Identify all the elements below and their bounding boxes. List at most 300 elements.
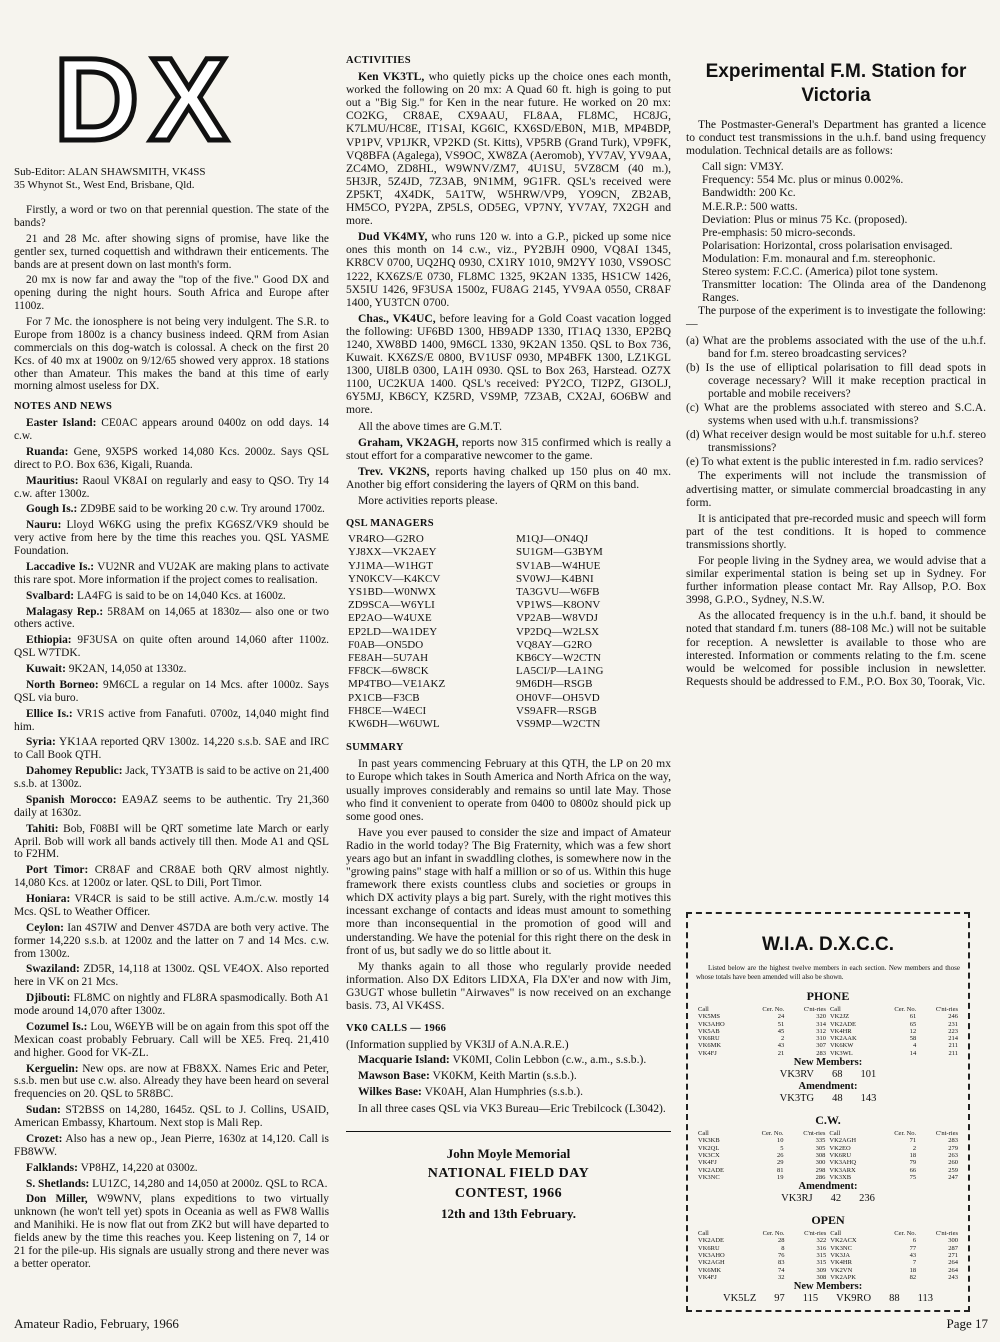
table-row	[696, 1245, 960, 1252]
note-item	[14, 503, 329, 516]
note-item-lead: Crozet:	[26, 1132, 63, 1145]
dxcc-table-cw	[696, 1130, 960, 1181]
qsl-entry: VR4RO—G2RO	[348, 533, 424, 546]
notes-list	[14, 417, 329, 1271]
column-header: C'nt-ries	[935, 1006, 958, 1013]
note-item-text: Jack, TY3ATB is said to be active on 21,400 s.s.b. at 1300z.	[14, 765, 329, 790]
table-cell: VK3XB	[829, 1173, 852, 1181]
table-cell: 76	[777, 1252, 785, 1260]
dxcc-section-title: PHONE	[806, 989, 850, 1003]
table-cell: VK3JA	[830, 1252, 851, 1260]
note-item	[14, 736, 329, 762]
dxcc-entry-value: VK3RV	[779, 1069, 814, 1081]
table-cell: 286	[815, 1173, 826, 1181]
contest-line: CONTEST, 1966	[454, 1185, 563, 1201]
table-cell: 214	[948, 1035, 958, 1043]
column-header: C'nt-ries	[804, 1230, 827, 1238]
table-cell: 2	[912, 1144, 917, 1152]
dxcc-section-title: OPEN	[811, 1213, 845, 1228]
table-cell: 8	[781, 1244, 785, 1252]
note-item	[14, 663, 329, 676]
note-item-lead: Falklands:	[26, 1161, 78, 1174]
table-cell: VK4FJ	[698, 1049, 717, 1057]
dxcc-intro: Listed below are the highest twelve members in each section. New members and those whose totals have been amended will also be shown.	[696, 964, 960, 981]
table-cell: VK2AAK	[829, 1035, 857, 1043]
table-row	[696, 1167, 960, 1174]
qsl-entry: 9M6DH—RSGB	[516, 678, 593, 691]
column-header: Cer. No.	[894, 1230, 917, 1238]
qsl-entry: FH8CE—W4ECI	[348, 704, 427, 717]
fm-article-title: Experimental F.M. Station for Victoria	[705, 61, 967, 106]
table-cell: VK2ADE	[698, 1166, 724, 1174]
fm-questions-list	[686, 334, 986, 469]
column-header: Cer. No.	[894, 1130, 917, 1138]
activity-item-lead: Ken VK3TL,	[358, 70, 425, 84]
activity-item	[346, 312, 671, 417]
table-cell: 2	[781, 1035, 785, 1043]
qsl-entry: EP2AO—W4UXE	[348, 612, 432, 625]
intro-paragraph: Firstly, a word or two on that perennial question. The state of the bands?	[14, 204, 329, 229]
dxcc-entry-value: 101	[860, 1069, 877, 1081]
table-header-row	[696, 1130, 960, 1137]
note-item-text: ZD9BE said to be working 20 c.w. Try around 1700z.	[80, 503, 325, 516]
note-item-text: Bob, F08BI will be QRT sometime late March or early April. Bob will work all bands actively till then. Mode A1 and QSL to F2HM.	[14, 822, 329, 861]
vk0-item-lead: Macquarie Island:	[358, 1053, 450, 1067]
footer-page-number: Page 17	[946, 1316, 988, 1331]
qsl-entry: YJ1MA—W1HGT	[348, 559, 433, 572]
table-cell: 308	[816, 1273, 827, 1281]
intro-paragraph: 21 and 28 Mc. after showing signs of promise, have like the gentler sex, turned coquettish and withdrawn their enticements. The bands are at present down on last month's form.	[14, 232, 329, 271]
note-item	[14, 519, 329, 558]
sub-editor-credit	[14, 166, 329, 192]
vk0-item-text: VK0KM, Keith Martin (s.s.b.).	[432, 1069, 577, 1083]
table-cell: 71	[909, 1137, 917, 1145]
qsl-entry: OH0VF—OH5VD	[516, 691, 600, 704]
column-header: Call	[830, 1230, 842, 1238]
table-cell: 28	[777, 1237, 785, 1245]
fm-spec-item: Modulation: F.m. monaural and f.m. stereophonic.	[702, 251, 936, 265]
activity-item	[346, 436, 671, 462]
vk0-item	[346, 1085, 671, 1098]
table-cell: 26	[777, 1151, 784, 1159]
table-cell: 61	[909, 1013, 917, 1021]
qsl-entry: PX1CB—F3CB	[348, 691, 420, 704]
note-item	[14, 1021, 329, 1060]
note-item-lead: Cozumel Is.:	[26, 1020, 88, 1033]
table-cell: 263	[948, 1151, 958, 1159]
table-cell: 259	[948, 1166, 958, 1174]
table-header-row	[696, 1230, 960, 1237]
dxcc-entry-value: 113	[917, 1293, 933, 1305]
vk0-item-text: VK0AH, Alan Humphries (s.s.b.).	[424, 1085, 584, 1099]
table-header-row	[696, 1006, 960, 1013]
note-item-text: New ops. are now at FB8XX. Names Eric and Peter, s.s.b. men but use c.w. also. Already they have been heard on several frequencies on 20. QSL to 5R8BC.	[14, 1062, 329, 1101]
table-cell: 314	[816, 1020, 826, 1028]
note-item-lead: North Borneo:	[26, 678, 99, 691]
table-cell: 18	[909, 1266, 917, 1274]
dxcc-new-members	[696, 1281, 960, 1305]
vk0-item-lead: Wilkes Base:	[358, 1085, 422, 1099]
table-cell: VK3CX	[698, 1151, 720, 1159]
table-cell: 309	[816, 1266, 827, 1274]
table-row	[696, 1042, 960, 1049]
note-item-lead: S. Shetlands:	[26, 1177, 90, 1190]
table-cell: VK2JZ	[829, 1013, 850, 1021]
note-item-lead: Laccadive Is.:	[26, 560, 95, 573]
activity-item	[346, 465, 671, 491]
qsl-entry: VS9AFR—RSGB	[516, 704, 597, 717]
table-cell: 264	[948, 1266, 958, 1274]
table-cell: VK6RU	[698, 1244, 720, 1252]
note-item-lead: Kerguelin:	[26, 1062, 79, 1075]
vk0-item	[346, 1069, 671, 1082]
table-cell: 45	[777, 1027, 785, 1035]
column-header: Cer. No.	[761, 1130, 784, 1138]
note-item-text: VR1S active from Fanafuti. 0700z, 14,040 might find him.	[14, 707, 329, 733]
table-cell: VK6MK	[698, 1042, 722, 1050]
table-cell: 316	[816, 1244, 827, 1252]
table-cell: VK2APK	[830, 1273, 856, 1281]
activity-item-text: who runs 120 w. into a G.P., picked up some nice ones this month on 14 c.w., viz., PY2BJH 0900, VQ8AI 1345, KR8CV 0700, UQ2HQ 0930, CX1RY 1010, 9M2YY 1030, VS9OSC 1222, KX6ZS/E 0730, FL8MC 1325, 9K2AN 1335, HS1CW 1426, 5X5IU 1426, 9F3USA 1500z, FU8AG 2145, YV9AA 0550, CR8AF 1400, YU3TCN 0700.	[346, 230, 671, 309]
note-item-lead: Tahiti:	[26, 822, 59, 835]
note-item-text: Lou, W6EYB will be on again from this spot off the Mexican coast probably February. Call will be XE5. Freq. 21,410 and higher. Good for VK-ZL.	[14, 1020, 330, 1059]
qsl-entry: LA5CI/P—LA1NG	[516, 665, 604, 678]
fm-question-item: (d) What receiver design would be most suitable for u.h.f. stereo transmissions?	[686, 428, 986, 455]
dxcc-entry-value: VK3RJ	[781, 1193, 813, 1205]
note-item-lead: Ruanda:	[26, 445, 69, 458]
table-cell: 51	[777, 1020, 785, 1028]
table-cell: 307	[816, 1042, 826, 1050]
table-cell: VK3NC	[830, 1244, 852, 1252]
column-header: C'nt-ries	[803, 1130, 826, 1138]
note-item	[14, 1193, 329, 1270]
column-header: Call	[829, 1130, 841, 1138]
note-item-text: 5R8AM on 14,065 at 1830z— also one or two others active.	[14, 605, 329, 631]
qsl-entry: F0AB—ON5DO	[348, 638, 424, 651]
vk0-item-lead: Mawson Base:	[358, 1069, 430, 1083]
summary-heading: SUMMARY	[346, 742, 404, 754]
note-item	[14, 922, 329, 961]
fm-spec-item: Call sign: VM3Y.	[702, 160, 784, 174]
activity-item-text: All the above times are G.M.T.	[358, 419, 503, 433]
table-cell: 81	[777, 1166, 784, 1174]
dxcc-sublabel: Amendment:	[798, 1181, 858, 1193]
table-cell: 305	[815, 1144, 826, 1152]
activity-item-lead: Graham, VK2AGH,	[358, 435, 459, 449]
dxcc-new-members	[696, 1057, 960, 1081]
table-cell: 320	[816, 1013, 826, 1021]
dxcc-entry-value: 236	[859, 1193, 875, 1205]
dxcc-box	[686, 912, 970, 1312]
note-item	[14, 1104, 329, 1130]
vk0-item	[346, 1102, 671, 1115]
fm-spec-item: Stereo system: F.C.C. (America) pilot tone system.	[702, 265, 939, 279]
note-item-lead: Don Miller,	[26, 1193, 88, 1206]
activity-item-lead: Chas., VK4UC,	[358, 311, 436, 325]
table-cell: 32	[777, 1273, 785, 1281]
note-item-lead: Svalbard:	[26, 589, 75, 602]
column-header: Cer. No.	[762, 1230, 785, 1238]
table-cell: 264	[948, 1259, 958, 1267]
qsl-entry: SU1GM—G3BYM	[516, 546, 603, 559]
dxcc-entry-value: 68	[831, 1069, 843, 1081]
table-row	[696, 1013, 960, 1020]
note-item-text: Lloyd W6KG using the prefix KG6SZ/VK9 should be very active from here by the time this reaches you. QSL YASME Foundation.	[14, 519, 329, 557]
activities-list	[346, 70, 671, 507]
vk0-heading: VK0 CALLS — 1966	[346, 1023, 447, 1035]
dxcc-entry-value: 88	[889, 1293, 900, 1305]
activities-heading: ACTIVITIES	[346, 55, 411, 66]
table-cell: 300	[815, 1159, 826, 1167]
note-item	[14, 590, 329, 603]
qsl-entry: ZD9SCA—W6YLI	[348, 599, 435, 612]
vk0-item-text: In all three cases QSL via VK3 Bureau—Eric Trebilcock (L3042).	[358, 1101, 666, 1115]
note-item-text: 9K2AN, 14,050 at 1330z.	[68, 663, 187, 675]
table-row	[696, 1021, 960, 1028]
dxcc-entry-value: 97	[774, 1293, 785, 1305]
note-item	[14, 1178, 329, 1191]
activity-item-text: before leaving for a Gold Coast vacation logged the following: UF6BD 1300, HB9ADP 1330, IT1AQ 1330, EP2BQ 1240, XW8BD 1400, 9M6CL 1330, 9K2AN 1350. QSL to Box 736, Kuwait. KX6ZS/E 0800, BV1USF 0930, MP4BFK 1300, LZ1KGL 1300, UI8LB 0300, LA1H 0930. QSL to Box 263, Harstead. OZ7X 1100, UC2KUA 1400. QSL's received: PY2CO, TI2PZ, GI3OLJ, 6Y5MJ, KB6CY, KZ5RD, VS9MP, 7Z3AB, CX2AJ, 6O6BW and more.	[346, 311, 672, 417]
note-item-lead: Syria:	[26, 736, 56, 749]
table-cell: 74	[777, 1266, 785, 1274]
note-item-text: 9F3USA on quite often around 14,060 after 1100z. QSL W7TDK.	[14, 634, 329, 660]
note-item-lead: Ceylon:	[26, 921, 64, 934]
note-item	[14, 446, 329, 472]
note-item-text: VP8HZ, 14,220 at 0300z.	[80, 1161, 198, 1174]
fm-paragraph: For people living in the Sydney area, we would advise that a similar experimental station is being set up in Sydney. For further information please contact Mr. Ray Allsop, P.O. Box 3998, G.P.O., Sydney, N.S.W.	[686, 554, 986, 607]
table-cell: 75	[909, 1173, 917, 1181]
note-item-lead: Honiara:	[26, 893, 71, 905]
vk0-item-text: VK0MI, Colin Lebbon (c.w., a.m., s.s.b.).	[452, 1053, 647, 1067]
fm-question-item: (e) To what extent is the public interested in f.m. radio services?	[686, 455, 984, 469]
table-cell: VK2AGH	[698, 1259, 725, 1267]
table-cell: 5	[780, 1144, 784, 1152]
table-cell: 6	[912, 1237, 917, 1245]
column-activities	[346, 54, 671, 1224]
column-dx	[14, 34, 330, 1274]
table-row	[696, 1174, 960, 1181]
table-cell: 308	[815, 1151, 826, 1159]
table-cell: VK3NC	[698, 1173, 720, 1181]
column-fm	[686, 46, 986, 691]
table-cell: 231	[948, 1020, 958, 1028]
dx-masthead: DX	[54, 34, 238, 166]
table-cell: 279	[948, 1144, 958, 1152]
note-item-lead: Mauritius:	[26, 474, 79, 487]
dxcc-entry-value: 143	[860, 1093, 877, 1105]
fm-spec-item: Bandwidth: 200 Kc.	[702, 186, 796, 200]
qsl-column-left	[348, 533, 498, 731]
note-item	[14, 765, 329, 791]
dxcc-section-title: C.W.	[815, 1113, 841, 1128]
dxcc-table-open	[696, 1230, 960, 1281]
note-item	[14, 679, 329, 705]
fm-paragraph: It is anticipated that pre-recorded music and speech will form part of the test conditions. It is hoped to commence transmissions shortly.	[686, 511, 986, 551]
fm-question-item: (c) What are the problems associated with stereo and S.C.A. systems when used with u.h.f. transmissions?	[686, 400, 986, 428]
activity-item-text: reports having chalked up 150 plus on 40 mx. Another big effort considering the layers of QRM on this band.	[346, 464, 671, 491]
note-item-lead: Gough Is.:	[26, 503, 78, 516]
dxcc-sublabel: New Members:	[793, 1057, 863, 1069]
dxcc-title: W.I.A. D.X.C.C.	[762, 934, 894, 955]
sub-editor-name: Sub-Editor: ALAN SHAWSMITH, VK4SS	[14, 166, 206, 178]
table-cell: 283	[816, 1049, 826, 1057]
note-item-lead: Nauru:	[26, 519, 62, 532]
table-cell: 211	[948, 1042, 958, 1050]
note-item-text: Gene, 9X5PS worked 14,080 Kcs. 2000z. Says QSL direct to P.O. Box 636, Kigali, Ruanda.	[14, 445, 329, 471]
table-row	[696, 1145, 960, 1152]
note-item	[14, 634, 329, 660]
dxcc-sublabel: New Members:	[793, 1281, 863, 1293]
table-row	[696, 1252, 960, 1259]
table-cell: 315	[816, 1259, 827, 1267]
table-cell: 29	[777, 1159, 784, 1167]
fm-specs-list	[686, 160, 986, 304]
note-item-text: LU1ZC, 14,280 and 14,050 at 2000z. QSL to RCA.	[92, 1177, 328, 1190]
note-item	[14, 1133, 329, 1159]
table-cell: 79	[909, 1159, 917, 1167]
qsl-entry: KB6CY—W2CTN	[516, 652, 601, 665]
contest-line: NATIONAL FIELD DAY	[427, 1165, 590, 1181]
table-cell: VK6MK	[698, 1266, 722, 1274]
summary-paragraph: My thanks again to all those who regularly provide needed information. Also DX Editors LIDXA, Fla DX'er and now with Jim, G3UGT whose bulletin "Airwaves" is now received on an exchange basis. 73, Al VK4SS.	[346, 959, 671, 1013]
table-cell: VK2EO	[829, 1144, 851, 1152]
dxcc-table-phone	[696, 1006, 960, 1057]
table-row	[696, 1152, 960, 1159]
column-header: Cer. No.	[894, 1006, 917, 1013]
qsl-entry: SV1AB—W4HUE	[516, 559, 601, 572]
table-cell: VK3ARX	[829, 1166, 856, 1174]
note-item	[14, 963, 329, 989]
note-item-lead: Kuwait:	[26, 663, 66, 675]
column-header: Call	[829, 1006, 841, 1013]
activity-item-text: reports now 315 confirmed which is really a stout effort for a comparative newcomer to the game.	[346, 435, 671, 462]
contest-notice	[346, 1131, 671, 1224]
table-cell: VK4FJ	[698, 1159, 717, 1167]
table-cell: VK5MS	[698, 1013, 721, 1021]
activity-item-text: who quietly picks up the choice ones each month, worked the following on 20 mx: A Quad 60 ft. high is going to put out a "Big Sig." for Ken in the near future. He worked on 20 mx: CO2KG, CR8AE, CX9AAU, FL8AA, FL8MC, HC8JG, K7LMU/HC8E, IT1SAI, KG6IC, KX6SD/EB0N, M1B, MP4BDP, VP1PV, VP1JKR, VP2KD (St. Kitts), VP5RB (Grand Turk), VP9FK, VQ8BFA (Agalega), VS9OC, XW8ZA (Aeromob), YV7AV, YV9AA, ZC4MO, ZD8HL, W9WNV/ZM7, 4U1SU, 5VZ8CM (40 m.), 5H3JR, 5Z4JD, 7Z3AB, 9N1MM, 9G1FR. QSL's received were ZP5KT, 4X4DK, 5A1TW, W5HRW/VP9, YO9CN, ZB2AB, HM5CO, PY2PA, ZP5LS, OD5EG, VP7NY, YV7AY, 7X2GH and more.	[346, 70, 671, 228]
table-cell: 312	[816, 1027, 826, 1035]
table-row	[696, 1159, 960, 1166]
table-row	[696, 1237, 960, 1244]
dxcc-entry-value: 115	[802, 1293, 819, 1305]
note-item-text: YK1AA reported QRV 1300z. 14,220 s.s.b. SAE and IRC to Call Book QTH.	[14, 736, 329, 762]
fm-spec-item: Polarisation: Horizontal, cross polarisation envisaged.	[702, 238, 953, 252]
note-item-lead: Malagasy Rep.:	[26, 605, 104, 618]
note-item-text: LA4FG is said to be on 14,040 Kcs. at 1600z.	[76, 589, 286, 602]
note-item-text: W9WNV, plans expeditions to two virtually unknown (he won't tell yet) spots in Oceania as well as FW8 Wallis and Manihiki. He is now flat out from ZK2 but will have departed to fields anew by the time this reaches you. Keep listening on 7, 14 or 21 for the pile-up. His signals are usually strong and there never was a better operator.	[14, 1193, 329, 1270]
table-cell: 77	[909, 1244, 917, 1252]
column-header: Call	[698, 1006, 709, 1013]
column-header: C'nt-ries	[935, 1230, 958, 1238]
note-item	[14, 708, 329, 734]
note-item	[14, 823, 329, 862]
table-cell: 211	[948, 1049, 958, 1057]
table-cell: VK4HR	[829, 1027, 852, 1035]
table-cell: 24	[777, 1013, 785, 1021]
table-cell: 4	[913, 1042, 917, 1050]
table-row	[696, 1050, 960, 1057]
table-cell: VK2ADE	[829, 1020, 856, 1028]
summary-paragraph: In past years commencing February at this QTH, the LP on 20 mx to Europe which takes in South America and North Africa on the way, usually improves considerably and remains so until late May. Those who find it convenient to operate from 0400 to 0800z should pick up some good ones.	[346, 757, 671, 823]
qsl-entry: SV0WJ—K4BNI	[516, 572, 594, 585]
fm-spec-item: M.E.R.P.: 500 watts.	[702, 199, 798, 213]
activity-item-lead: Dud VK4MY,	[358, 230, 428, 244]
qsl-managers-list	[348, 533, 671, 731]
note-item-text: Ian 4S7IW and Denver 4S7DA are both very active. The former 14,220 s.s.b. at 1200z and the latter on 7 and 14 Mcs. c.w. from 1300z.	[14, 921, 329, 960]
dxcc-entry-value: VK5LZ	[722, 1293, 757, 1305]
note-item	[14, 561, 329, 587]
summary-paragraph: Have you ever paused to consider the size and impact of Amateur Radio in the world today? The Big Fraternity, which was a few short years ago but an infant in swaddling clothes, is somewhere now in the "growing pains" stage with half a million or so of us. Within this huge framework there exists countless clubs and societies or groups in which DX activity plays a big part. Surely, with the right motives this incessant exchange of contacts and ideas must amount to something more than inconsequential in the promotion of good will and understanding. We have the potenial for this right there on the desk in front of us, but sadly we do so little about it.	[346, 825, 672, 957]
table-cell: 65	[909, 1020, 917, 1028]
qsl-entry: FE8AH—5U7AH	[348, 652, 429, 665]
intro-section	[14, 204, 329, 393]
qsl-entry: FF8CK—6W8CK	[348, 665, 429, 678]
qsl-entry: VP1WS—K8ONV	[516, 599, 601, 612]
note-item-text: ST2BSS on 14,280, 1645z. QSL to J. Collins, USAID, American Embassy, Khartoum. Next stop is Mali Rep.	[14, 1104, 329, 1129]
table-cell: VK2VN	[830, 1266, 853, 1274]
table-cell: 12	[909, 1027, 917, 1035]
footer-publication: Amateur Radio, February, 1966	[14, 1316, 179, 1331]
note-item-text: 9M6CL a regular on 14 Mcs. after 1000z. Says QSL via buro.	[14, 678, 329, 704]
note-item	[14, 992, 329, 1018]
activity-item-lead: Trev. VK2NS,	[358, 464, 430, 478]
table-cell: VK6KW	[829, 1042, 854, 1050]
dxcc-amendment	[696, 1081, 960, 1105]
note-item	[14, 893, 329, 919]
column-header: C'nt-ries	[935, 1130, 958, 1138]
note-item-text: Raoul VK8AI on regularly and easy to QSO. Try 14 c.w. after 1300z.	[14, 474, 329, 500]
table-cell: VK2ACX	[830, 1237, 857, 1245]
table-cell: 246	[948, 1013, 958, 1021]
table-cell: VK3AHO	[698, 1252, 725, 1260]
note-item	[14, 864, 329, 890]
intro-paragraph: 20 mx is now far and away the "top of the five." Good DX and opening during the night hours. South Africa and Europe after 1100z.	[14, 274, 329, 313]
table-cell: VK3AHO	[698, 1020, 725, 1028]
table-cell: 260	[948, 1159, 958, 1167]
note-item	[14, 1063, 329, 1102]
fm-spec-item: Frequency: 554 Mc. plus or minus 0.002%.	[702, 173, 904, 187]
table-cell: 14	[909, 1049, 917, 1057]
table-cell: VK4FJ	[698, 1273, 717, 1281]
table-cell: 315	[816, 1252, 827, 1260]
table-row	[696, 1035, 960, 1042]
qsl-entry: YN0KCV—K4KCV	[348, 572, 441, 585]
qsl-entry: MP4TBO—VE1AKZ	[348, 678, 446, 691]
vk0-list	[346, 1053, 671, 1114]
qsl-entry: VS9MP—W2CTN	[516, 718, 601, 731]
table-row	[696, 1137, 960, 1144]
table-cell: 287	[948, 1244, 958, 1252]
sub-editor-address: 35 Whynot St., West End, Brisbane, Qld.	[14, 179, 195, 191]
table-cell: 310	[816, 1035, 826, 1043]
table-cell: 271	[948, 1252, 958, 1260]
contest-line: 12th and 13th February.	[440, 1205, 577, 1221]
table-cell: 243	[948, 1273, 958, 1281]
note-item-text: ZD5R, 14,118 at 1300z. QSL VE4OX. Also reported here in VK on 21 Mcs.	[14, 963, 329, 989]
table-cell: 83	[777, 1259, 785, 1267]
table-cell: 82	[909, 1273, 917, 1281]
note-item-lead: Djibouti:	[26, 992, 71, 1005]
fm-spec-item: Transmitter location: The Olinda area of the Dandenong Ranges.	[702, 278, 986, 305]
table-cell: VK3KB	[698, 1137, 720, 1145]
qsl-entry: M1QJ—ON4QJ	[516, 533, 589, 546]
dxcc-entry-value: 48	[832, 1093, 843, 1105]
table-cell: 43	[909, 1252, 917, 1260]
fm-spec-item: Deviation: Plus or minus 75 Kc. (proposed).	[702, 212, 908, 226]
activity-item-text: More activities reports please.	[358, 494, 498, 507]
column-header: C'nt-ries	[803, 1006, 826, 1013]
note-item-lead: Swaziland:	[26, 963, 80, 976]
